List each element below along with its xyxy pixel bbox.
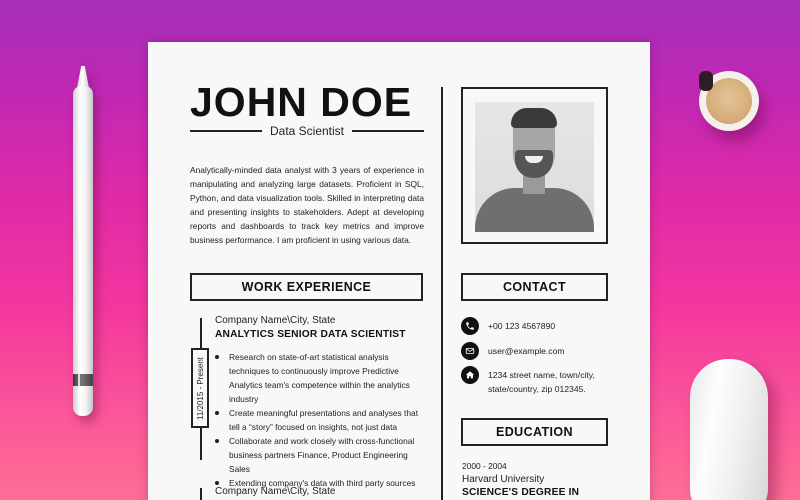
timeline-line-2: [200, 488, 202, 500]
email-icon: [461, 342, 479, 360]
resume-page: [148, 42, 650, 500]
pencil-band: [73, 374, 93, 386]
contact-address: [461, 366, 610, 396]
job-dates: 11/2015 - Present: [195, 356, 205, 420]
job-bullet: Create meaningful presentations and analyses that tell a “story” focused on insights, not just data: [214, 406, 426, 434]
job-bullet: Collaborate and work closely with cross-functional business partners Finance, Product Engineering Sales: [214, 434, 426, 476]
job-company: Company Name\City, State: [215, 315, 336, 326]
job-bullet: Research on state-of-art statistical analysis techniques to continuously improve Predictive Analytics team's competence within the analytics industry: [214, 350, 426, 406]
pencil-tip: [77, 66, 89, 88]
job-company-2: Company Name\City, State: [215, 486, 336, 497]
education-years: 2000 - 2004: [462, 461, 507, 471]
phone-icon: [461, 317, 479, 335]
contact-phone: [461, 317, 555, 335]
education-degree: SCIENCE'S DEGREE IN: [462, 487, 580, 498]
education-heading: EDUCATION: [461, 418, 608, 446]
home-icon: [461, 366, 479, 384]
photo-shirt: [475, 188, 594, 232]
resume-title: Data Scientist: [269, 124, 345, 138]
photo-hair: [511, 108, 557, 128]
contact-heading: CONTACT: [461, 273, 608, 301]
column-divider: [441, 87, 443, 500]
resume-name: JOHN DOE: [190, 79, 413, 125]
work-experience-heading: WORK EXPERIENCE: [190, 273, 423, 301]
photo-beard: [515, 150, 553, 178]
job-bullet: Extending company's data with third party sources: [214, 476, 426, 490]
cup-handle: [699, 71, 713, 91]
profile-photo-frame: [461, 87, 608, 244]
education-school: Harvard University: [462, 474, 545, 485]
computer-mouse: [690, 359, 768, 500]
title-rule-right: [352, 130, 424, 132]
contact-email: [461, 342, 565, 360]
job-bullets: [214, 350, 426, 490]
job-role: ANALYTICS SENIOR DATA SCIENTIST: [215, 329, 406, 340]
stylus-pencil: [73, 66, 93, 416]
resume-title-row: [190, 123, 424, 139]
contact-phone-text: +00 123 4567890: [488, 321, 556, 331]
contact-address-text: 1234 street name, town/city, state/country, zip 012345.: [488, 370, 595, 394]
profile-photo: [475, 102, 594, 232]
job-date-badge: [191, 348, 209, 428]
contact-email-text: user@example.com: [488, 346, 565, 356]
title-rule-left: [190, 130, 262, 132]
profile-summary: Analytically-minded data analyst with 3 years of experience in manipulating and analyzing large datasets. Proficient in SQL, Python, and data visualization tools. Skilled in interpreting data and presenting insights to stakeholders. Adept at developing reports and dashboards to track key metrics and improve business performance. I am proficient in using various data.: [190, 165, 424, 245]
pencil-body: [73, 86, 93, 416]
